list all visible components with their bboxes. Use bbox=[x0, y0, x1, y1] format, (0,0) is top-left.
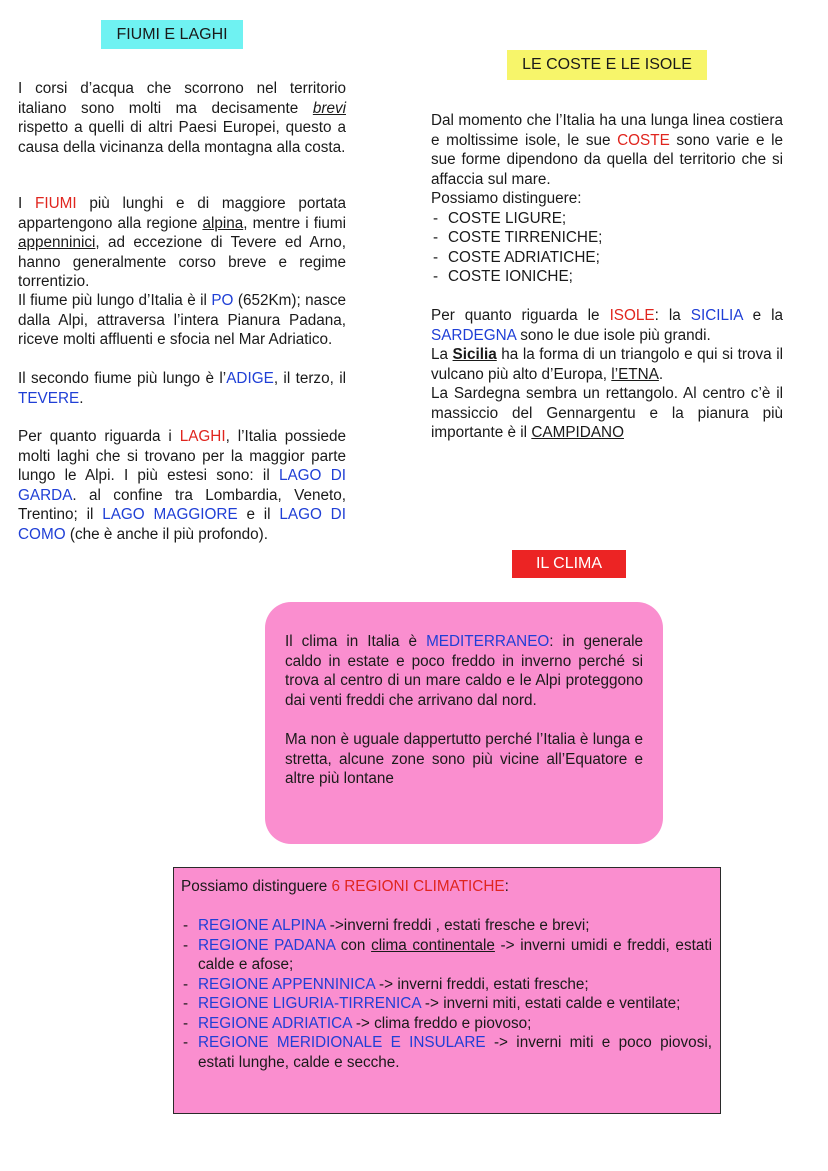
list-item: - REGIONE ADRIATICA -> clima freddo e piovoso; bbox=[181, 1014, 712, 1034]
list-item: - COSTE ADRIATICHE; bbox=[431, 248, 783, 268]
clima-heading: IL CLIMA bbox=[512, 550, 626, 578]
coste-isole-heading: LE COSTE E LE ISOLE bbox=[507, 50, 707, 80]
isole-paragraph: Per quanto riguarda le ISOLE: la SICILIA e la SARDEGNA sono le due isole più grandi. bbox=[431, 307, 784, 344]
clima-box bbox=[265, 602, 663, 844]
coste-intro: Possiamo distinguere: bbox=[431, 190, 582, 207]
list-item: - REGIONE ALPINA ->inverni freddi , estati fresche e brevi; bbox=[181, 916, 712, 936]
coste-list bbox=[431, 209, 783, 287]
fiumi-laghi-heading: FIUMI E LAGHI bbox=[101, 20, 243, 49]
clima-paragraph-2: Ma non è uguale dappertutto perché l’Italia è lunga e stretta, alcune zone sono più vicine all’Equatore e altre più lontane bbox=[285, 731, 643, 787]
fiumi-paragraph-4: Il secondo fiume più lungo è l’ADIGE, il terzo, il TEVERE. bbox=[18, 370, 346, 407]
laghi-paragraph: Per quanto riguarda i LAGHI, l’Italia possiede molti laghi che si trovano per la maggior parte lungo le Alpi. I più estesi sono: il LAGO DI GARDA. al confine tra Lombardia, Veneto, Trentino; il LAGO MAGGIORE e il LAGO DI COMO (che è anche il più profondo). bbox=[18, 428, 346, 543]
regioni-climatiche-box bbox=[173, 867, 721, 1114]
regioni-intro: Possiamo distinguere 6 REGIONI CLIMATICHE: bbox=[181, 878, 509, 895]
regioni-list bbox=[181, 916, 712, 1072]
coste-paragraph: Dal momento che l’Italia ha una lunga linea costiera e moltissime isole, le sue COSTE sono varie e le sue forme dipendono da quella del territorio che si affaccia sul mare. bbox=[431, 112, 783, 188]
list-item: - COSTE TIRRENICHE; bbox=[431, 228, 783, 248]
list-item: - REGIONE MERIDIONALE E INSULARE -> inverni miti e poco piovosi, estati lunghe, calde e secche. bbox=[181, 1033, 712, 1072]
regioni-block bbox=[181, 877, 712, 1072]
list-item: - REGIONE LIGURIA-TIRRENICA -> inverni miti, estati calde e ventilate; bbox=[181, 994, 712, 1014]
coste-block bbox=[431, 111, 783, 287]
list-item: - COSTE LIGURE; bbox=[431, 209, 783, 229]
sardegna-paragraph: La Sardegna sembra un rettangolo. Al centro c’è il massiccio del Gennargentu e la pianura più importante è il CAMPIDANO bbox=[431, 385, 783, 441]
list-item: - COSTE IONICHE; bbox=[431, 267, 783, 287]
sicilia-paragraph: La Sicilia ha la forma di un triangolo e qui si trova il vulcano più alto d’Europa, l’ETNA. bbox=[431, 346, 783, 383]
fiumi-paragraph-3: Il fiume più lungo d’Italia è il PO (652Km); nasce dalla Alpi, attraversa l’intera Pianura Padana, riceve molti affluenti e sfocia nel Mar Adriatico. bbox=[18, 292, 346, 348]
list-item: - REGIONE PADANA con clima continentale -> inverni umidi e freddi, estati calde e afose; bbox=[181, 936, 712, 975]
fiumi-paragraph-2: I FIUMI più lunghi e di maggiore portata appartengono alla regione alpina, mentre i fiumi appenninici, ad eccezione di Tevere ed Arno, hanno generalmente corso breve e regime torrentizio. bbox=[18, 195, 346, 290]
fiumi-paragraph-1: I corsi d’acqua che scorrono nel territorio italiano sono molti ma decisamente brevi rispetto a quelli di altri Paesi Europei, questo a causa della vicinanza della montagna alla costa. bbox=[18, 80, 346, 156]
clima-paragraph-1: Il clima in Italia è MEDITERRANEO: in generale caldo in estate e poco freddo in inverno perché si trova al centro di un mare caldo e le Alpi proteggono dai venti freddi che arrivano dal nord. bbox=[285, 633, 643, 709]
list-item: - REGIONE APPENNINICA -> inverni freddi, estati fresche; bbox=[181, 975, 712, 995]
